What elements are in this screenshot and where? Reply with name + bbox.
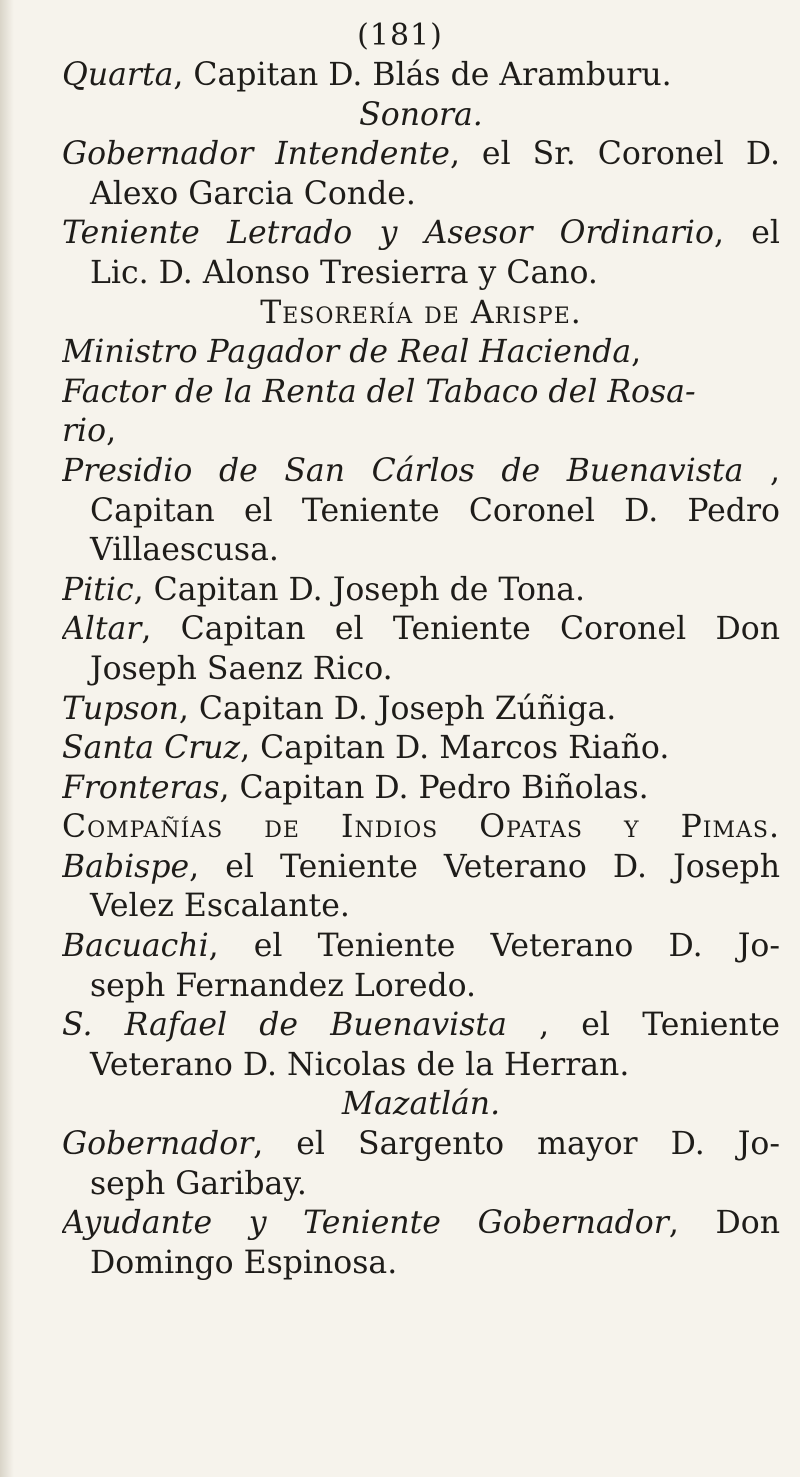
page-text xyxy=(62,56,780,1283)
text-span: Alexo Garcia Conde. xyxy=(90,175,416,212)
text-span: seph Garibay. xyxy=(90,1165,307,1202)
text-span: Joseph Saenz Rico. xyxy=(90,650,393,687)
italic-text: S. Rafael de Buenavista xyxy=(62,1007,507,1044)
text-line xyxy=(62,96,780,136)
italic-text: Factor de la Renta del Tabaco del Rosa- xyxy=(62,373,696,410)
italic-text: Ministro Pagador de Real Hacienda xyxy=(62,334,632,371)
text-line xyxy=(62,531,780,571)
italic-text: Ayudante y Teniente Gobernador xyxy=(62,1205,669,1242)
text-span: , el Teniente Veterano D. Joseph xyxy=(189,848,780,885)
text-span: , Capitan D. Marcos Riaño. xyxy=(240,730,670,767)
text-line xyxy=(62,1125,780,1165)
text-line xyxy=(62,56,780,96)
text-span: , Capitan D. Blás de Aramburu. xyxy=(173,57,672,93)
text-line xyxy=(62,887,780,927)
text-span: Domingo Espinosa. xyxy=(90,1244,398,1281)
text-span: , xyxy=(631,334,642,371)
text-span: , xyxy=(106,413,117,450)
text-span: , el Sr. Coronel D. xyxy=(449,136,780,173)
text-span: Villaescusa. xyxy=(90,532,279,569)
page-number: (181) xyxy=(357,18,443,53)
text-span: seph Fernandez Loredo. xyxy=(90,967,477,1004)
text-line xyxy=(62,214,780,254)
text-line xyxy=(62,1244,780,1284)
text-line xyxy=(62,333,780,373)
text-line xyxy=(62,571,780,611)
italic-text: Fronteras xyxy=(62,769,220,806)
text-line xyxy=(62,848,780,888)
text-line xyxy=(62,729,780,769)
italic-text: Santa Cruz xyxy=(62,730,241,767)
text-line xyxy=(62,254,780,294)
italic-text: Babispe xyxy=(62,848,190,885)
italic-text: Bacuachi xyxy=(62,928,209,965)
text-line xyxy=(62,927,780,967)
text-line xyxy=(62,1006,780,1046)
text-span: Lic. D. Alonso Tresierra y Cano. xyxy=(90,254,598,291)
text-span: , el Teniente xyxy=(506,1007,780,1044)
text-line xyxy=(62,373,780,413)
text-line xyxy=(62,610,780,650)
italic-text: Quarta xyxy=(62,57,174,93)
text-line xyxy=(62,135,780,175)
text-span: , Capitan el Teniente Coronel Don xyxy=(141,611,780,648)
text-line xyxy=(62,650,780,690)
text-span: Veterano D. Nicolas de la Herran. xyxy=(90,1046,630,1083)
text-span: , el Sargento mayor D. Jo- xyxy=(253,1126,780,1163)
text-line xyxy=(62,769,780,809)
italic-text: Gobernador xyxy=(62,1126,254,1163)
text-line xyxy=(62,492,780,532)
italic-text: Presidio de San Cárlos de Buenavista xyxy=(62,452,744,489)
text-line xyxy=(62,808,780,848)
text-line xyxy=(62,175,780,215)
text-line xyxy=(62,967,780,1007)
text-span: , Capitan D. Pedro Biñolas. xyxy=(219,769,649,806)
italic-text: Tupson xyxy=(62,690,179,727)
text-line xyxy=(62,452,780,492)
text-span: Velez Escalante. xyxy=(90,888,350,925)
text-span: , Capitan D. Joseph de Tona. xyxy=(133,571,585,608)
text-span: , el Teniente Veterano D. Jo- xyxy=(208,928,780,965)
text-line xyxy=(62,1046,780,1086)
text-span: , Capitan D. Joseph Zúñiga. xyxy=(178,690,617,727)
text-span: , xyxy=(743,452,780,489)
italic-text: rio xyxy=(62,413,107,450)
italic-text: Teniente Letrado y Asesor Ordinario xyxy=(62,215,714,252)
italic-text: Pitic xyxy=(62,571,134,608)
italic-text: Sonora. xyxy=(359,96,483,133)
text-span: , el xyxy=(713,215,780,252)
italic-text: Gobernador Intendente xyxy=(62,136,450,173)
italic-text: Mazatlán. xyxy=(341,1086,501,1123)
text-span: Compañías de Indios Opatas y Pimas. xyxy=(62,809,780,846)
text-line xyxy=(62,294,780,334)
page-gutter-shadow xyxy=(0,0,14,1477)
italic-text: Altar xyxy=(62,611,142,648)
text-line xyxy=(62,412,780,452)
text-span: Tesorería de Arispe. xyxy=(260,294,582,331)
text-line xyxy=(62,1085,780,1125)
text-span: Capitan el Teniente Coronel D. Pedro xyxy=(90,492,780,529)
text-line xyxy=(62,1204,780,1244)
text-span: , Don xyxy=(668,1205,780,1242)
text-line xyxy=(62,1165,780,1205)
text-line xyxy=(62,690,780,730)
